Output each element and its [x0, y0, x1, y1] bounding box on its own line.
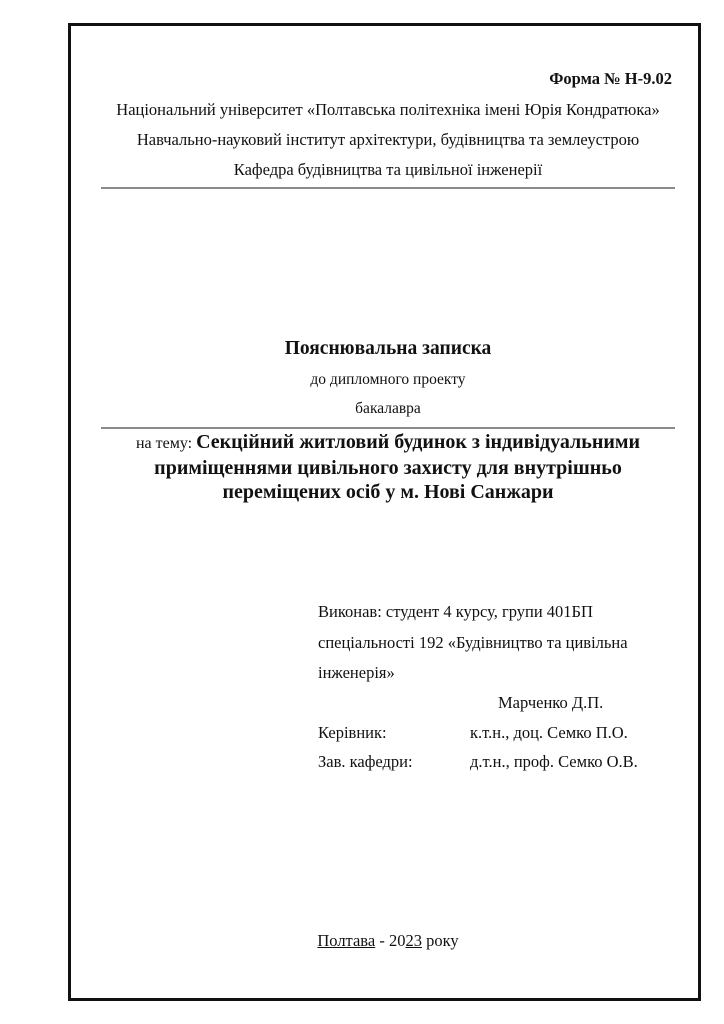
- year-word: року: [421, 931, 459, 950]
- topic-text-1: Секційний житловий будинок з індивідуальними: [196, 431, 641, 453]
- header-divider: [101, 187, 675, 189]
- head-of-department-label: Зав. кафедри:: [318, 752, 413, 771]
- year-suffix: 23: [405, 931, 422, 950]
- head-of-department-value: д.т.н., проф. Семко О.В.: [470, 752, 638, 771]
- place-and-year: [100, 931, 676, 951]
- university-name: Національний університет «Полтавська політехніка імені Юрія Кондратюка»: [116, 100, 660, 119]
- performed-by-line-1: Виконав: студент 4 курсу, групи 401БП: [318, 602, 593, 621]
- department-name: Кафедра будівництва та цивільної інженерії: [233, 160, 543, 179]
- topic-block: [100, 430, 676, 504]
- year-prefix: 20: [388, 931, 406, 950]
- topic-line-3: переміщених осіб у м. Нові Санжари: [222, 481, 554, 503]
- form-number: Форма № Н-9.02: [549, 69, 672, 88]
- topic-line-2: приміщеннями цивільного захисту для внутрішньо: [154, 457, 622, 479]
- city: Полтава: [317, 931, 376, 950]
- supervisor-value: к.т.н., доц. Семко П.О.: [470, 723, 628, 742]
- topic-line-1: [100, 430, 676, 456]
- topic-divider: [101, 427, 675, 429]
- topic-prefix: на тему:: [135, 435, 197, 452]
- document-subtitle-degree: бакалавра: [355, 400, 421, 417]
- student-name: Марченко Д.П.: [498, 693, 604, 712]
- document-heading: Пояснювальна записка: [284, 338, 492, 359]
- performed-by-line-3: інженерія»: [318, 663, 395, 682]
- document-subtitle-diploma: до дипломного проекту: [310, 371, 466, 388]
- supervisor-label: Керівник:: [318, 723, 387, 742]
- performed-by-line-2: спеціальності 192 «Будівництво та цивільна: [318, 633, 628, 652]
- institute-name: Навчально-науковий інститут архітектури, будівництва та землеустрою: [136, 130, 640, 149]
- separator: -: [375, 931, 389, 950]
